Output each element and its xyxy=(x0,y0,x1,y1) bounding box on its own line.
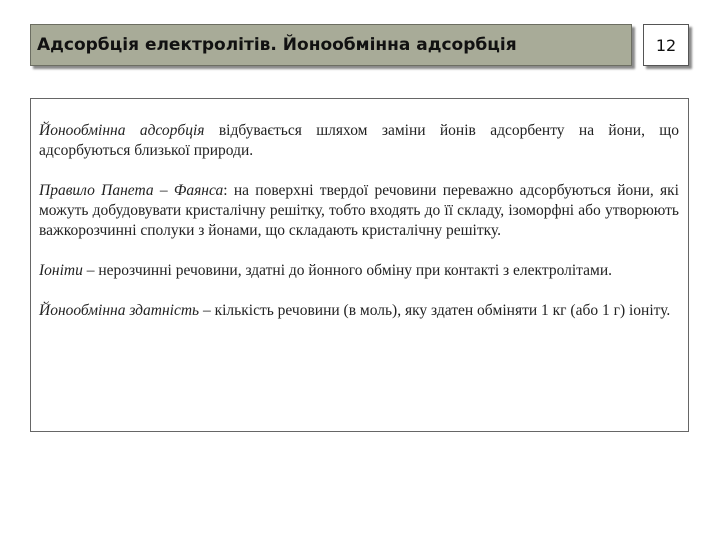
definition-ionites: – нерозчинні речовини, здатні до йонного обміну при контакті з електролітами. xyxy=(82,262,612,279)
title-bar xyxy=(30,24,632,66)
term-ion-exchange-adsorption: Йонообмінна адсорбція xyxy=(39,122,205,139)
paragraph-ion-exchange-adsorption xyxy=(39,121,679,161)
definition-exchange-capacity: – кількість речовини (в моль), яку здатен обміняти 1 кг (або 1 г) іоніту. xyxy=(199,302,671,319)
term-paneth-fajans-rule: Правило Панета – Фаянса xyxy=(39,182,224,199)
slide-number-box xyxy=(643,24,689,66)
slide-title: Адсорбція електролітів. Йонообмінна адсорбція xyxy=(37,35,517,55)
definition-ion-exchange-adsorption: відбувається шляхом заміни йонів адсорбенту на йони, що адсорбуються близької природи. xyxy=(39,122,679,159)
content-panel xyxy=(30,98,689,432)
definition-paneth-fajans-rule: : на поверхні твердої речовини переважно адсорбуються йони, які можуть добудовувати кристалічну решітку, тобто входять до її складу, ізоморфні або утворюють важкорозчинні сполуки з йонами, що складають кристалічну решітку. xyxy=(39,182,679,239)
term-exchange-capacity: Йонообмінна здатність xyxy=(39,302,200,319)
term-ionites: Іоніти xyxy=(39,262,83,279)
paragraph-paneth-fajans-rule xyxy=(39,181,679,241)
paragraph-exchange-capacity xyxy=(39,301,679,321)
slide-number: 12 xyxy=(655,35,677,55)
paragraph-ionites xyxy=(39,261,679,281)
